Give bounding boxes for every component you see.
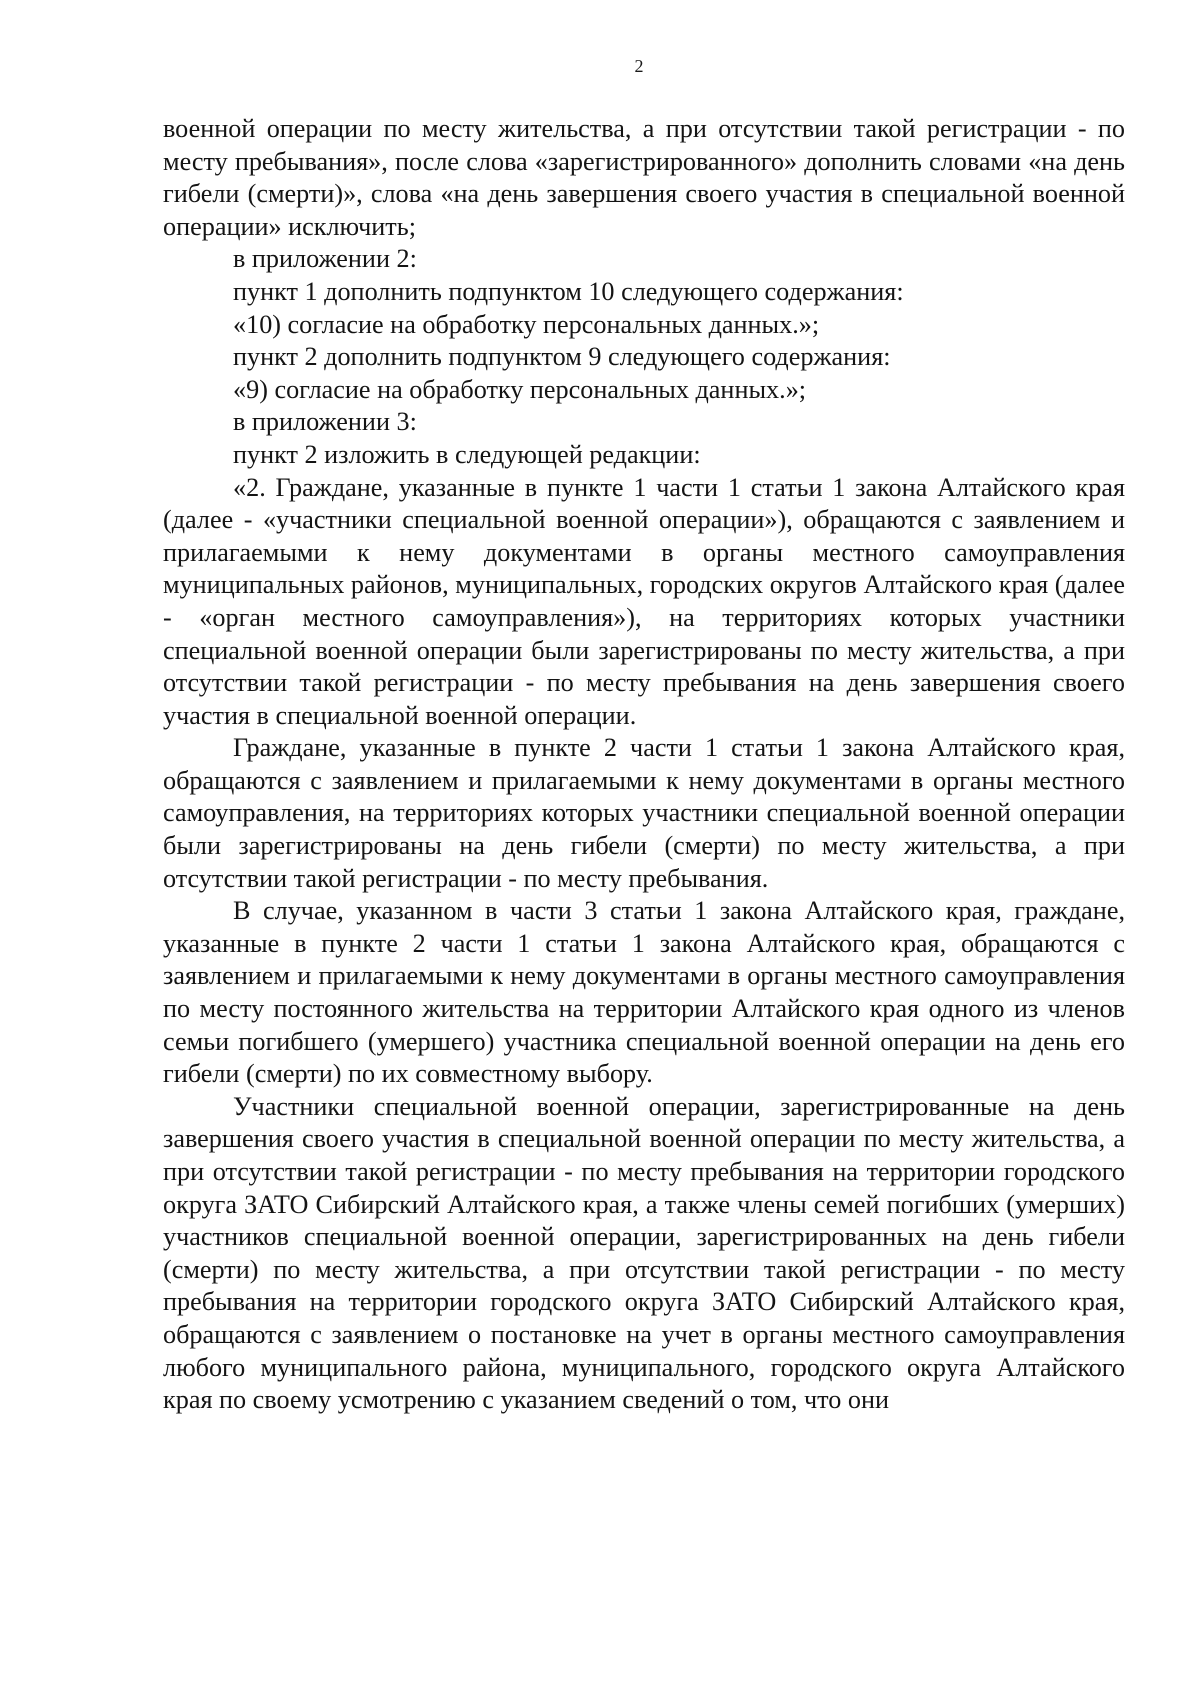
page-number: 2 [634,56,644,76]
paragraph-subitem-10: «10) согласие на обработку персональных данных.»; [233,309,820,339]
paragraph-item-1-amendment: пункт 1 дополнить подпунктом 10 следующего содержания: [233,276,904,306]
document-body [163,113,1125,1417]
paragraph-clause-2: «2. Граждане, указанные в пункте 1 части 1 статьи 1 закона Алтайского края (далее - «участники специальной военной операции»), обращаются с заявлением и прилагаемыми к нему документами в органы местного самоуправления муниципальных районов, муниципальных, городских округов Алтайского края (далее - «орган местного самоуправления»), на территориях которых участники специальной военной операции были зарегистрированы по месту жительства, а при отсутствии такой регистрации - по месту пребывания на день завершения своего участия в специальной военной операции. [163,472,1125,730]
paragraph-continuation: военной операции по месту жительства, а при отсутствии такой регистрации - по месту пребывания», после слова «зарегистрированного» дополнить словами «на день гибели (смерти)», слова «на день завершения своего участия в специальной военной операции» исключить; [163,114,1125,241]
paragraph-appendix-2: в приложении 2: [233,244,417,274]
paragraph-subitem-9: «9) согласие на обработку персональных данных.»; [233,374,807,404]
paragraph-item-2-amendment: пункт 2 дополнить подпунктом 9 следующего содержания: [233,342,891,372]
paragraph-case-part-3: В случае, указанном в части 3 статьи 1 закона Алтайского края, граждане, указанные в пункте 2 части 1 статьи 1 закона Алтайского края, обращаются с заявлением и прилагаемыми к нему документами в органы местного самоуправления по месту постоянного жительства на территории Алтайского края одного из членов семьи погибшего (умершего) участника специальной военной операции на день его гибели (смерти) по их совместному выбору. [163,896,1125,1089]
paragraph-zato-siberian: Участники специальной военной операции, зарегистрированные на день завершения своего участия в специальной военной операции по месту жительства, а при отсутствии такой регистрации - по месту пребывания на территории городского округа ЗАТО Сибирский Алтайского края, а также члены семей погибших (умерших) участников специальной военной операции, зарегистрированных на день гибели (смерти) по месту жительства, а при отсутствии такой регистрации - по месту пребывания на территории городского округа ЗАТО Сибирский Алтайского края, обращаются с заявлением о постановке на учет в органы местного самоуправления любого муниципального района, муниципального, городского округа Алтайского края по своему усмотрению с указанием сведений о том, что они [163,1091,1125,1415]
paragraph-citizens-item-2: Граждане, указанные в пункте 2 части 1 статьи 1 закона Алтайского края, обращаются с заявлением и прилагаемыми к нему документами в органы местного самоуправления, на территориях которых участники специальной военной операции были зарегистрированы на день гибели (смерти) по месту жительства, а при отсутствии такой регистрации - по месту пребывания. [163,733,1125,893]
paragraph-item-2-new-wording: пункт 2 изложить в следующей редакции: [233,439,701,469]
paragraph-appendix-3: в приложении 3: [233,407,417,437]
